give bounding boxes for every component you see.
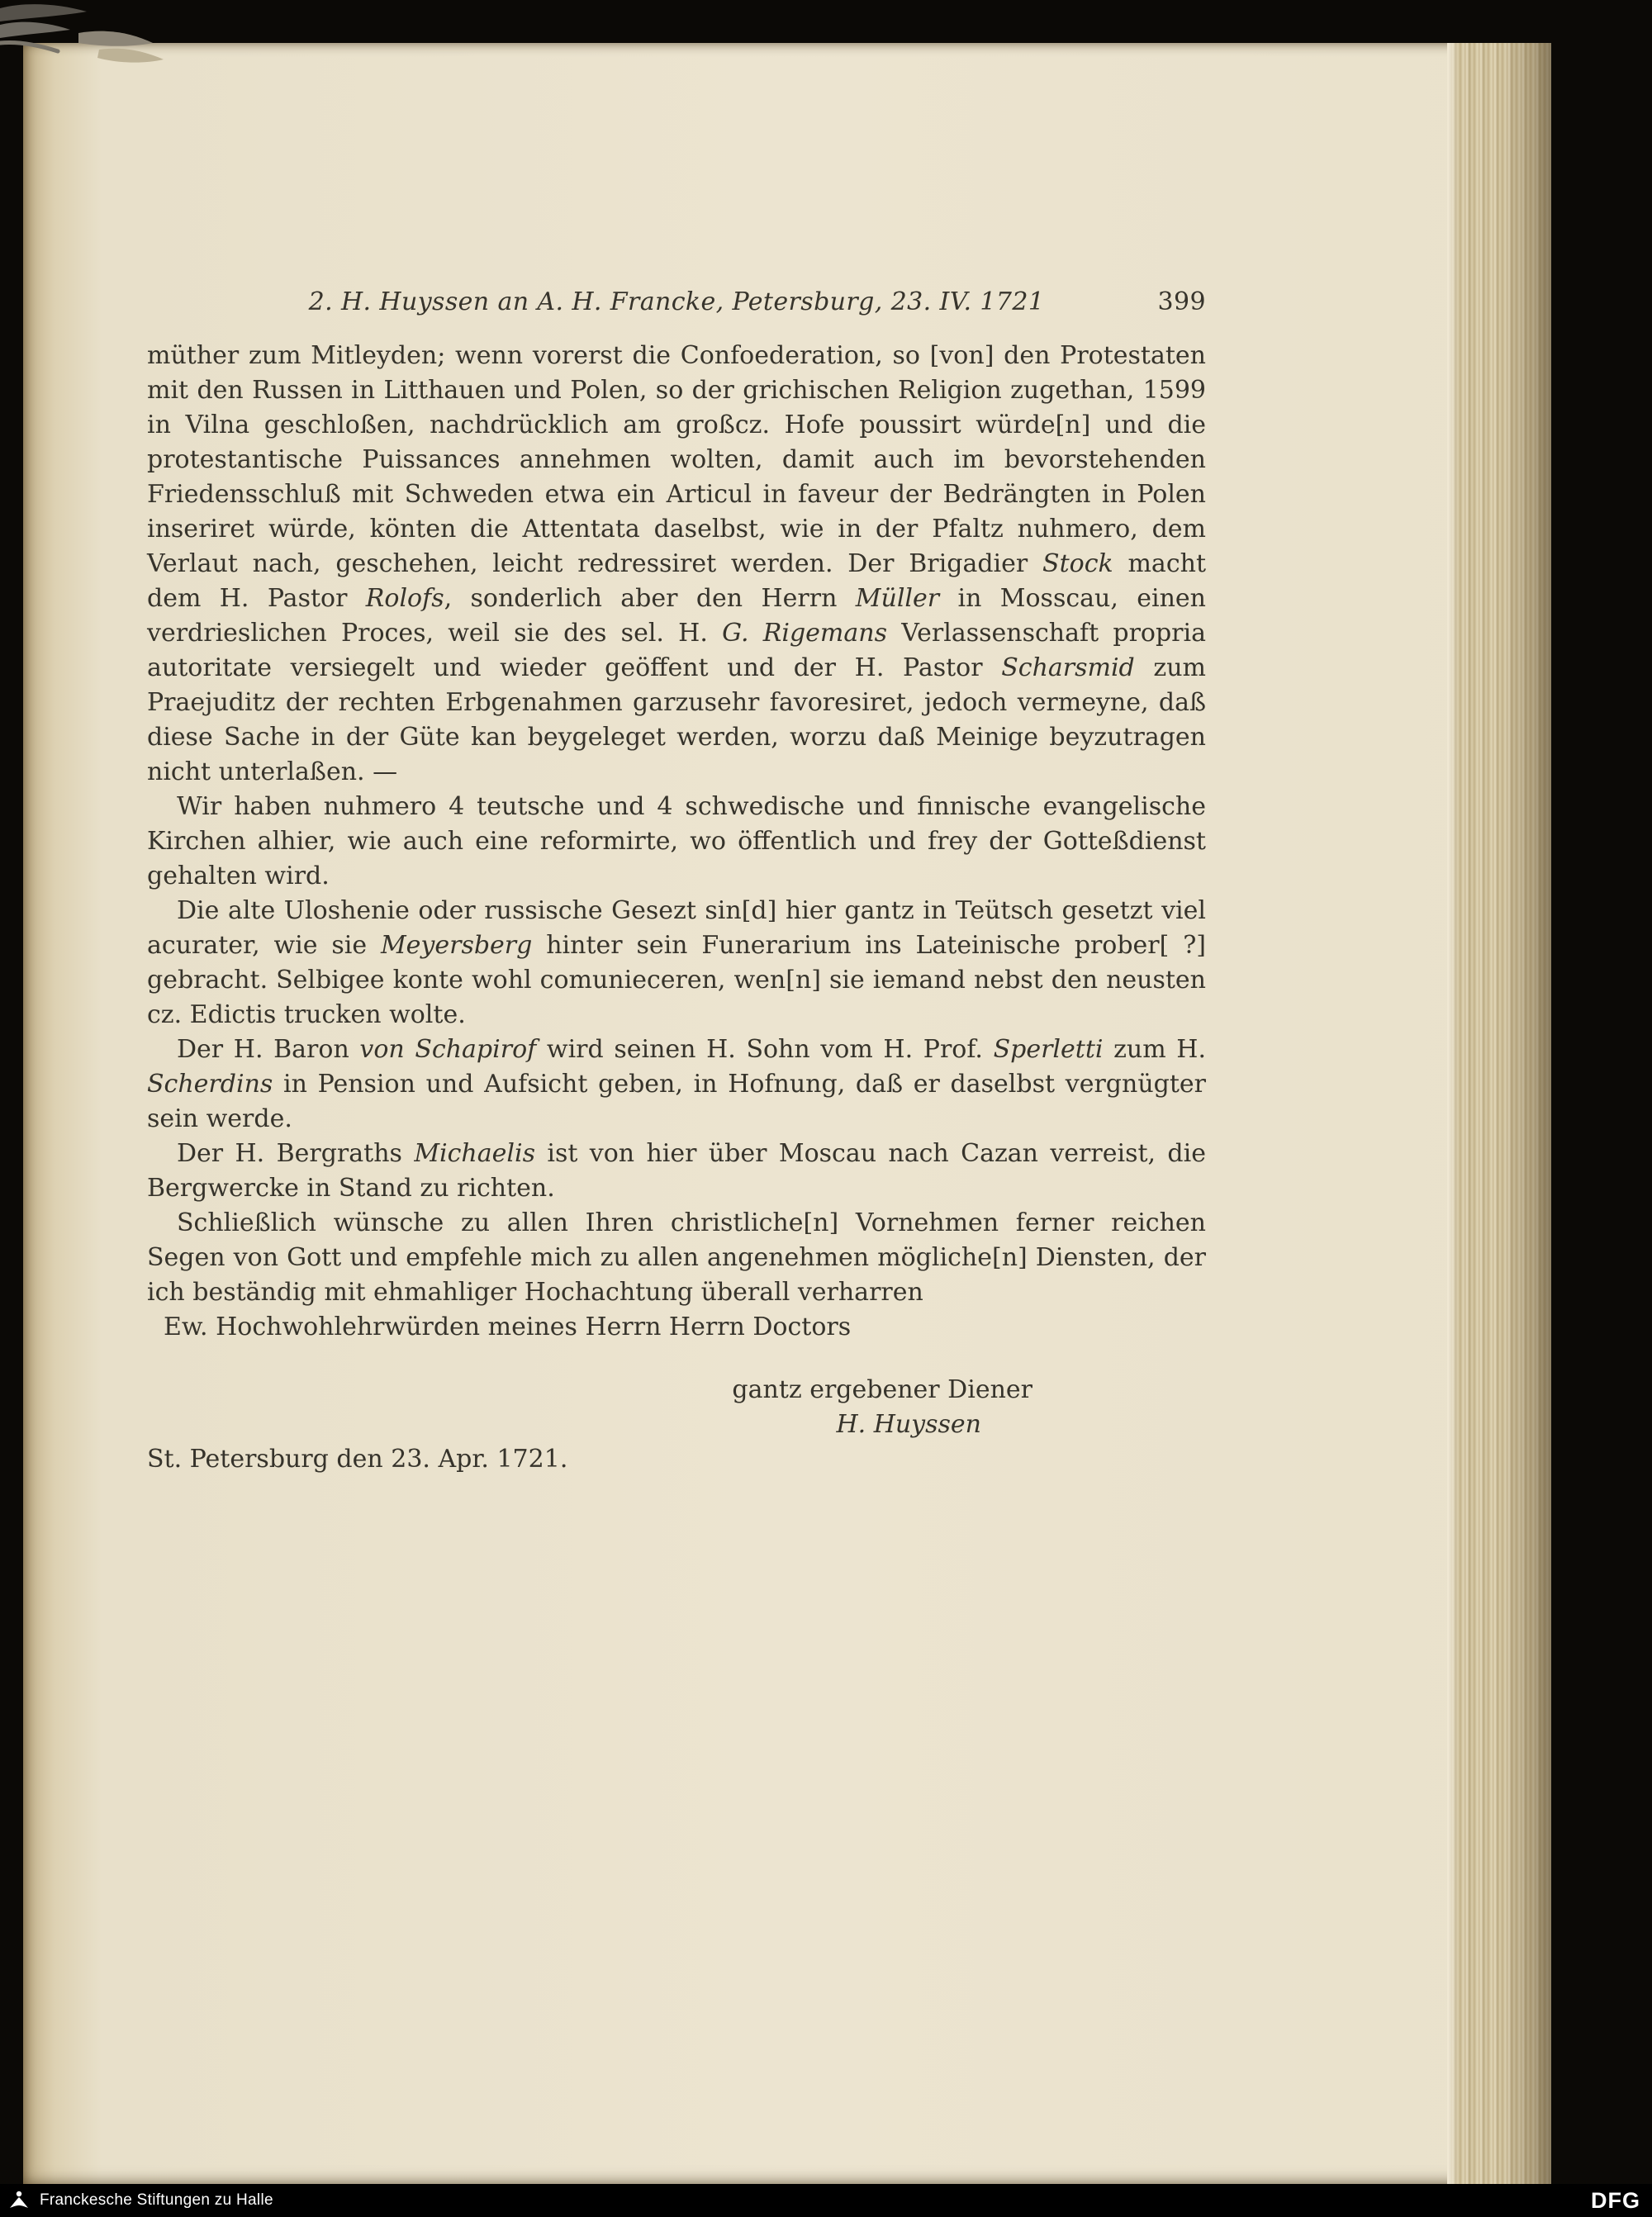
page-number: 399	[1157, 287, 1206, 316]
binding-thread-icon	[0, 0, 182, 91]
letter-body	[147, 339, 1206, 1477]
body-paragraph: Die alte Uloshenie oder russische Gesezt sin[d] hier gantz in Teütsch gesetzt viel acurater, wie sie Meyersberg hinter sein Funerarium ins Lateinische prober[ ?] gebracht. Selbigee konte wohl comunieceren, wen[n] sie iemand nebst den neusten cz. Edictis trucken wolte.	[147, 896, 1206, 1029]
signature: H. Huyssen	[836, 1410, 981, 1439]
valediction-line: gantz ergebener Diener	[732, 1375, 1032, 1404]
body-paragraph: Der H. Baron von Schapirof wird seinen H. Sohn vom H. Prof. Sperletti zum H. Scherdins in Pension und Aufsicht geben, in Hofnung, daß er daselbst vergnügter sein werde.	[147, 1035, 1207, 1133]
running-header-title: 2. H. Huyssen an A. H. Francke, Petersburg, 23. IV. 1721	[308, 287, 1045, 316]
page-header	[147, 287, 1206, 316]
place-date-line: St. Petersburg den 23. Apr. 1721.	[147, 1445, 568, 1474]
body-paragraph: Wir haben nuhmero 4 teutsche und 4 schwedische und finnische evangelische Kirchen alhier, wie auch eine reformirte, wo öffentlich und frey der Gotteßdienst gehalten wird.	[147, 792, 1206, 890]
salutation-line: Ew. Hochwohlehrwürden meines Herrn Herrn Doctors	[164, 1313, 852, 1341]
franckesche-stiftungen-logo-icon	[7, 2188, 31, 2213]
footer-left	[0, 2188, 273, 2213]
footer-bar	[0, 2184, 1652, 2217]
dfg-logo: DFG	[1591, 2187, 1640, 2213]
body-paragraph: Der H. Bergraths Michaelis ist von hier über Moscau nach Cazan verreist, die Bergwercke in Stand zu richten.	[147, 1139, 1206, 1203]
body-paragraph: müther zum Mitleyden; wenn vorerst die Confoederation, so [von] den Protestaten mit den Russen in Litthauen und Polen, so der grichischen Religion zugethan, 1599 in Vilna geschloßen, nachdrücklich am großcz. Hofe poussirt würde[n] und die protestantische Puissances annehmen wolten, damit auch im bevorstehenden Friedensschluß mit Schweden etwa ein Articul in faveur der Bedrängten in Polen inseriret würde, könten die Attentata daselbst, wie in der Pfaltz nuhmero, dem Verlaut nach, geschehen, leicht redressiret werden. Der Brigadier Stock macht dem H. Pastor Rolofs, sonderlich aber den Herrn Müller in Mosscau, einen verdrieslichen Proces, weil sie des sel. H. G. Rigemans Verlassenschaft propria autoritate versiegelt und wieder geöffent und der H. Pastor Scharsmid zum Praejuditz der rechten Erbgenahmen garzusehr favoresiret, jedoch vermeyne, daß diese Sache in der Güte kan beygeleget werden, worzu daß Meinige beyzutragen nicht unterlaßen. —	[147, 341, 1206, 786]
body-paragraph: Schließlich wünsche zu allen Ihren christliche[n] Vornehmen ferner reichen Segen von Gott und empfehle mich zu allen angenehmen mögliche[n] Diensten, der ich beständig mit ehmahliger Hochachtung überall verharren	[147, 1208, 1206, 1307]
book-page	[23, 43, 1551, 2184]
institution-label: Franckesche Stiftungen zu Halle	[40, 2191, 273, 2209]
valediction-block	[147, 1373, 1206, 1442]
book-fore-edge	[1447, 43, 1551, 2184]
